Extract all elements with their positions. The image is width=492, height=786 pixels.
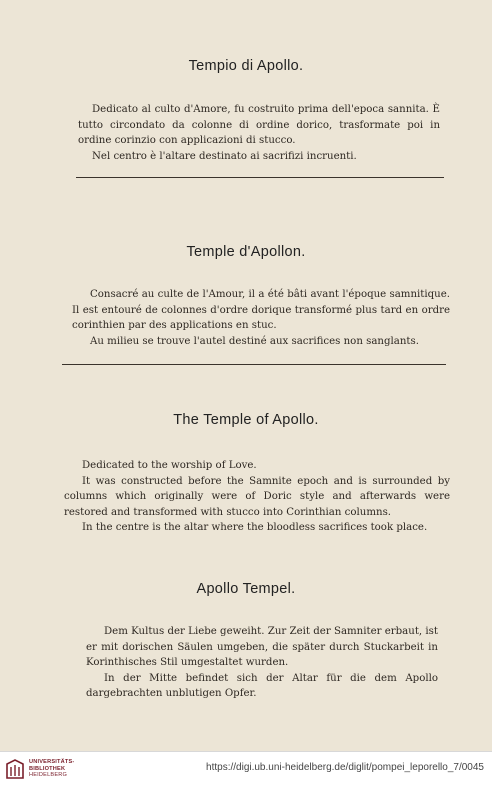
french-title: Temple d'Apollon. [186, 244, 306, 260]
english-paragraph-2: It was constructed before the Samnite epoch and is surrounded by columns which originally were of Doric style and afterwards were restored and transformed with stucco into Corinthian columns. [64, 475, 450, 518]
english-title: The Temple of Apollo. [173, 412, 319, 428]
german-title: Apollo Tempel. [196, 581, 296, 597]
italian-title: Tempio di Apollo. [188, 58, 304, 74]
university-library-logo-icon [5, 758, 25, 780]
german-section [0, 581, 492, 702]
german-paragraph-1: Dem Kultus der Liebe geweiht. Zur Zeit der Samniter erbaut, ist er mit dorischen Säulen umgeben, die später durch Stuckarbeit in Korinthisches Stil umgestaltet wurden. [86, 626, 438, 668]
english-section [0, 412, 492, 536]
french-paragraph-2: Au milieu se trouve l'autel destiné aux sacrifices non sanglants. [90, 335, 419, 347]
library-logo-text: UNIVERSITÄTS- BIBLIOTHEK HEIDELBERG [29, 759, 75, 779]
divider-1 [76, 177, 444, 178]
english-paragraph-3: In the centre is the altar where the bloodless sacrifices took place. [82, 522, 428, 533]
italian-section [0, 58, 492, 164]
english-paragraph-1: Dedicated to the worship of Love. [82, 460, 257, 471]
german-paragraph-2: In der Mitte befindet sich der Altar für die dem Apollo dargebrachten unblutigen Opfer. [86, 672, 438, 699]
viewer-footer [0, 751, 492, 786]
italian-paragraph-2: Nel centro è l'altare destinato ai sacrifizi incruenti. [92, 150, 357, 162]
divider-2 [62, 364, 446, 365]
italian-paragraph-1: Dedicato al culto d'Amore, fu costruito prima dell'epoca sannita. È tutto circondato da colonne di ordine dorico, trasformate poi in ordine corinzio con applicazioni di stucco. [78, 104, 440, 146]
french-section [0, 244, 492, 349]
french-paragraph-1: Consacré au culte de l'Amour, il a été bâti avant l'époque samnitique. Il est entouré de colonnes d'ordre dorique transformé plus tard en ordre corinthien par des applications en stuc. [72, 289, 450, 331]
source-url[interactable]: https://digi.ub.uni-heidelberg.de/diglit/pompei_leporello_7/0045 [206, 762, 484, 773]
